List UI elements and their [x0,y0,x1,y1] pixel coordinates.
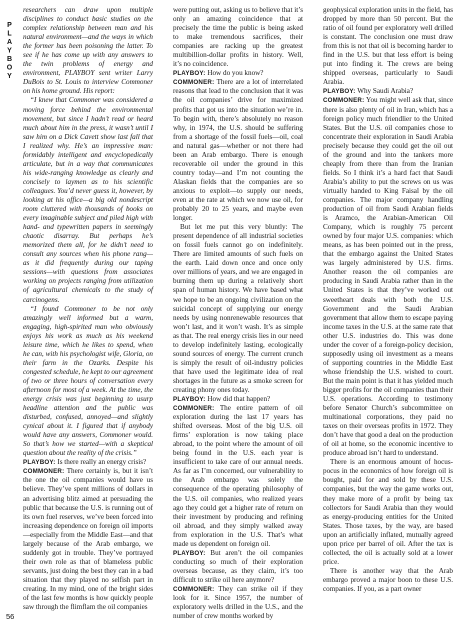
paragraph-text: How did that happen? [205,395,271,404]
body-paragraph [23,305,153,459]
paragraph-text: researchers can draw upon multiple disciplines to conduct basic studies on the complex relationship between man and his natural environment—and the ways in which the former has been poisoning the latter. To see if he has come up with any answers to the twin problems of energy and environment, PLAYBOY sent writer Larry DuBois to St. Louis to interview Commoner on his home ground. His report: [23,6,153,96]
paragraph-text: But let me put this very bluntly: The present dependence of all industrial societies on fossil fuels cannot go on indefinitely. There are limited amounts of such fuels on the earth. Laid down once and once only over millions of years, and we are engaged in burning them up during a relatively short span of human history. We have based what we hope to be an ongoing civilization on the suicidal concept of supplying our energy needs by using nonrenewable resources that won’t last, and it won’t wash. It’s as simple as that. The real energy crisis lies in our need to develop indefinitely lasting, ecologically sound sources of energy. The current crunch is simply the result of oil-industry policies that have used the legitimate idea of real shortages in the future as a smoke screen for creating phony ones today. [173,223,303,394]
page-number: 56 [6,612,15,621]
body-paragraph [173,223,303,395]
interview-paragraph [23,458,153,467]
interview-paragraph [173,585,303,621]
interview-paragraph [323,96,453,458]
interview-paragraph [173,78,303,223]
speaker-label: PLAYBOY: [173,70,206,78]
paragraph-text: The entire pattern of oil exploration during the last 17 years has shifted overseas. Most of the big U.S. oil firms’ exploration is now taking place abroad, to the point where the amount of oil being found in the U.S. each year is insufficient to take care of our annual needs. As far as I’m concerned, our vulnerability to the Arab embargo was solely the consequence of the operating philosophy of the U.S. oil companies, who realized years ago they could get a higher rate of return on their investment by producing and refining oil abroad, and they simply walked away from exploration in the U.S. That’s what made us dependent on foreign oil. [173,404,303,548]
speaker-label: COMMONER: [173,586,215,593]
speaker-label: PLAYBOY: [23,459,56,467]
column-2 [173,6,303,621]
speaker-label: COMMONER: [323,97,365,105]
paragraph-text: They can strike oil if they look for it. Since 1957, the number of exploratory wells drilled in the U.S., and the number of crew months worked by [173,585,303,621]
body-paragraph [323,6,453,87]
paragraph-text: There certainly is, but it isn’t the one the oil companies would have us believe. They’ve spent millions of dollars in an advertising blitz aimed at persuading the public that because the U.S. is running out of its own fuel reserves, we’ve been forced into increasing dependence on foreign oil imports—especially from the Middle East—and that largely because of the Arab embargo, we suddenly got in trouble. They’ve portrayed their own role as that of blameless public servants, just doing the best they can in a bad situation that they played no selfish part in creating. In my mind, one of the bright sides of the last few months is how quickly people saw through the flimflam the oil companies [23,467,153,612]
interview-paragraph [323,87,453,96]
paragraph-text: There are a lot of interrelated reasons that lead to the conclusion that it was the oil companies’ drive for maximized profits that got us into the situation we’re in. To begin with, there’s absolutely no reason why, in 1974, the U.S. should be suffering from a shortage of the fossil fuels—oil, coal and natural gas—whether or not there had been an Arab embargo. There is enough recoverable oil under the ground in this country today—and I’m not counting the Alaskan fields that the companies are so anxious to exploit—to supply our needs, even at the rate at which we now use oil, for probably 20 to 25 years, and maybe even longer. [173,78,303,223]
body-paragraph [23,96,153,304]
speaker-label: COMMONER: [23,468,65,476]
body-paragraph [173,6,303,69]
body-paragraph [323,458,453,567]
interview-paragraph [173,395,303,404]
paragraph-text: There is another way that the Arab embargo proved a major boon to these U.S. companies. If you, as a part owner [323,566,453,593]
speaker-label: PLAYBOY: [173,549,206,557]
paragraph-text: You might well ask that, since there is also plenty of oil in Iran, which has a foreign policy much friendlier to the United States. But the U.S. oil companies chose to concentrate their exploration in Saudi Arabia precisely because they could get the oil out of the ground and into the tankers more cheaply from there than from the Iranian fields. So I think it’s a hard fact that Saudi Arabia’s ability to put the screws on us was virtually handed to King Faisal by the oil companies. The major company handling production of oil from Saudi Arabian fields is Aramco, the Arabian-American Oil Company, which is roughly 75 percent owned by four major U.S. companies: which means, as has been pointed out in the press, that the embargo against the United States was largely administered by U.S. firms. Another reason the oil companies are producing in Saudi Arabia rather than in the United States is that they’ve worked out sweetheart deals with both the U.S. Government and the Saudi Arabian government that allow them to escape paying income taxes in the U.S. at the same rate that other U.S. industries do. This was done under the cover of a foreign-policy decision, supposedly using oil investment as a means of supporting countries in the Middle East whose friendship the U.S. wished to court. But the main point is that it has yielded much bigger profits for the oil companies than their U.S. operations. According to testimony before Senator Church’s subcommittee on multinational corporations, they paid no taxes on their overseas profits in 1972. They don’t have that good a deal on the production of oil at home, so the economic incentive to produce abroad isn’t hard to understand. [323,96,453,458]
paragraph-text: “I found Commoner to be not only amazingly well informed but a warm, engaging, high-spirited man who obviously enjoys his work as much as his weekend leisure time, which he likes to spend, when he can, with his psychologist wife, Gloria, on their farm in the Ozarks. Despite his congested schedule, he kept to our agreement of two or three hours of conversation every afternoon for most of a week. At the time, the energy crisis was just beginning to usurp headline attention and the public was disturbed, confused, annoyed—and slightly cynical about it. I figured that if anybody would have any answers, Commoner would. So that’s how we started—with a skeptical question about the reality of the crisis.” [23,304,154,458]
body-paragraph [23,6,153,96]
paragraph-text: Why Saudi Arabia? [355,87,414,96]
masthead: PLAYBOY [6,22,13,82]
paragraph-text: Is there really an energy crisis? [55,458,147,467]
column-1 [23,6,153,612]
interview-paragraph [173,69,303,78]
paragraph-text: geophysical exploration units in the field, has dropped by more than 50 percent. But the ratio of oil found per exploratory well drilled is constant. The conclusion one must draw from this is not that oil is becoming harder to find in the U.S. but that less effort is being put into finding it. The crews are being shipped overseas, particularly to Saudi Arabia. [323,6,453,87]
paragraph-text: were putting out, asking us to believe that it’s only an amazing coincidence that at precisely the time the public is being asked to make tremendous sacrifices, their companies are racking up the greatest multibillion-dollar profits in history. Well, it’s no coincidence. [173,6,303,69]
interview-paragraph [23,467,153,612]
paragraph-text: How do you know? [205,69,264,78]
interview-paragraph [173,404,303,549]
speaker-label: COMMONER: [173,405,215,413]
speaker-label: COMMONER: [173,79,215,87]
paragraph-text: “I knew that Commoner was considered a moving force behind the environmental movement, but since I hadn’t read or heard much about him in the press, it wasn’t until I saw him on a Dick Cavett show last fall that I realized why. He’s an impressive man: formidably intelligent and encyclopedically articulate, but in a way that communicates his wide-ranging knowledge as clearly and concisely to laymen as to his scientific colleagues. You’d never guess it, however, by looking at his office—a big old nondescript room cluttered with thousands of books on every imaginable subject and piled high with hand- and typewritten papers in seemingly chaotic disarray. But perhaps he’s memorized them all, for he didn’t need to consult any sources when his phone rang—as it did frequently during our taping sessions—with questions from associates working on projects ranging from utilization of agricultural chemicals to the study of carcinogens. [23,96,153,304]
speaker-label: PLAYBOY: [173,396,206,404]
paragraph-text: But aren’t the oil companies conducting so much of their exploration overseas because, as they claim, it’s too difficult to strike oil here anymore? [173,548,303,584]
body-paragraph [323,567,453,594]
speaker-label: PLAYBOY: [323,88,356,96]
paragraph-text: There is an enormous amount of hocus-pocus in the economics of how foreign oil is bought, paid for and sold by these U.S. companies, but the way the game works out, they make more of a profit by being tax collectors for Saudi Arabia than they would as energy-producing entities for the United States. Those taxes, by the way, are based upon an artificially inflated, mutually agreed upon price per barrel of oil. After the tax is collected, the oil is actually sold at a lower price. [323,458,453,566]
interview-paragraph [173,549,303,585]
column-3 [323,6,453,594]
